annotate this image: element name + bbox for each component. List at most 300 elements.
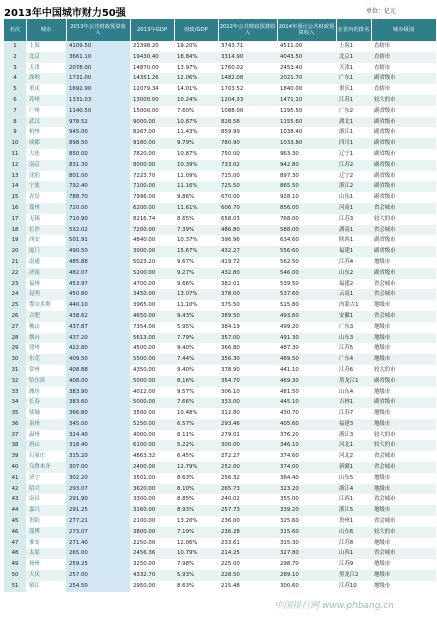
cell-revenue-2014: 1471.10 <box>277 95 336 106</box>
cell-ratio: 19.20% <box>174 41 218 52</box>
table-row <box>4 376 436 387</box>
table-row <box>4 73 436 84</box>
cell-city: 盐城 <box>26 408 66 419</box>
cell-revenue-2014: 1038.40 <box>277 127 336 138</box>
header-revenue-2014: 2014年预计公共财政预算收入 <box>277 19 336 41</box>
cell-rank: 8 <box>4 117 26 128</box>
cell-city: 淮安 <box>26 538 66 549</box>
cell-city-level: 地级市 <box>371 354 436 365</box>
cell-ratio: 11.61% <box>174 203 218 214</box>
cell-revenue-2012: 419.72 <box>218 257 277 268</box>
cell-ratio: 9.66% <box>174 279 218 290</box>
cell-gdp-2013: 4332.70 <box>130 570 174 581</box>
table-row <box>4 268 436 279</box>
cell-city: 镇江 <box>26 581 66 592</box>
cell-revenue-2012: 606.70 <box>218 203 277 214</box>
cell-ratio: 15.67% <box>174 246 218 257</box>
cell-city: 上海 <box>26 41 66 52</box>
table-row <box>4 84 436 95</box>
cell-gdp-2013: 4840.00 <box>130 235 174 246</box>
cell-revenue-2013: 482.07 <box>66 268 130 279</box>
cell-revenue-2012: 1088.00 <box>218 106 277 117</box>
cell-gdp-2013: 7820.00 <box>130 149 174 160</box>
cell-province-rank: 广东2 <box>336 106 371 117</box>
cell-city: 南昌 <box>26 494 66 505</box>
cell-province-rank: 浙江1 <box>336 127 371 138</box>
cell-revenue-2012: 658.03 <box>218 214 277 225</box>
cell-city: 常州 <box>26 365 66 376</box>
cell-revenue-2014: 537.60 <box>277 289 336 300</box>
cell-rank: 21 <box>4 257 26 268</box>
cell-rank: 14 <box>4 181 26 192</box>
cell-city: 乌鲁木齐 <box>26 462 66 473</box>
cell-city-level: 副省级市 <box>371 235 436 246</box>
cell-province-rank: 江苏1 <box>336 95 371 106</box>
cell-city-level: 省会城市 <box>371 451 436 462</box>
cell-province-rank: 上海1 <box>336 41 371 52</box>
cell-revenue-2013: 710.90 <box>66 214 130 225</box>
cell-city: 深圳 <box>26 73 66 84</box>
cell-province-rank: 山东1 <box>336 192 371 203</box>
table-row <box>4 548 436 559</box>
cell-rank: 20 <box>4 246 26 257</box>
cell-city-level: 地级市 <box>371 484 436 495</box>
cell-revenue-2012: 750.00 <box>218 149 277 160</box>
cell-ratio: 9.40% <box>174 365 218 376</box>
cell-province-rank: 广东4 <box>336 354 371 365</box>
cell-ratio: 8.65% <box>174 214 218 225</box>
cell-ratio: 6.57% <box>174 419 218 430</box>
table-row <box>4 149 436 160</box>
cell-revenue-2013: 1692.90 <box>66 84 130 95</box>
cell-revenue-2014: 897.30 <box>277 171 336 182</box>
cell-revenue-2014: 430.70 <box>277 408 336 419</box>
cell-city: 南通 <box>26 257 66 268</box>
cell-city-level: 较大的市 <box>371 95 436 106</box>
cell-province-rank: 江西1 <box>336 494 371 505</box>
cell-city: 嘉兴 <box>26 505 66 516</box>
table-header <box>4 19 436 41</box>
cell-city-level: 地级市 <box>371 343 436 354</box>
cell-city-level: 副省级市 <box>371 149 436 160</box>
cell-ratio: 8.10% <box>174 484 218 495</box>
cell-ratio: 13.07% <box>174 289 218 300</box>
cell-revenue-2014: 441.10 <box>277 365 336 376</box>
cell-revenue-2014: 376.20 <box>277 430 336 441</box>
cell-city-level: 省会城市 <box>371 279 436 290</box>
cell-ratio: 12.06% <box>174 538 218 549</box>
header-revenue-2012: 2012年公共财政预算收入 <box>218 19 277 41</box>
cell-province-rank: 福建1 <box>336 246 371 257</box>
cell-city-level: 省会城市 <box>371 548 436 559</box>
cell-revenue-2013: 318.40 <box>66 440 130 451</box>
cell-revenue-2013: 490.50 <box>66 246 130 257</box>
header-ratio: 财政/GDP <box>174 19 218 41</box>
cell-city: 成都 <box>26 138 66 149</box>
cell-city: 绍兴 <box>26 484 66 495</box>
table-row <box>4 225 436 236</box>
cell-revenue-2013: 788.70 <box>66 192 130 203</box>
cell-gdp-2013: 14870.00 <box>130 63 174 74</box>
cell-ratio: 9.40% <box>174 343 218 354</box>
cell-rank: 37 <box>4 430 26 441</box>
cell-rank: 3 <box>4 63 26 74</box>
cell-rank: 33 <box>4 387 26 398</box>
cell-revenue-2012: 1760.02 <box>218 63 277 74</box>
cell-revenue-2012: 225.00 <box>218 559 277 570</box>
cell-rank: 19 <box>4 235 26 246</box>
cell-city: 太原 <box>26 548 66 559</box>
header-city-level: 城市级别 <box>371 19 436 41</box>
cell-province-rank: 贵州1 <box>336 516 371 527</box>
cell-rank: 11 <box>4 149 26 160</box>
cell-ratio: 7.60% <box>174 106 218 117</box>
cell-ratio: 7.98% <box>174 559 218 570</box>
cell-revenue-2012: 396.96 <box>218 235 277 246</box>
cell-province-rank: 北京1 <box>336 52 371 63</box>
cell-revenue-2014: 2021.70 <box>277 73 336 84</box>
cell-revenue-2013: 1140.50 <box>66 106 130 117</box>
table-row <box>4 138 436 149</box>
cell-province-rank: 云南1 <box>336 289 371 300</box>
cell-revenue-2012: 780.90 <box>218 138 277 149</box>
cell-revenue-2012: 357.00 <box>218 333 277 344</box>
table-row <box>4 473 436 484</box>
cell-gdp-2013: 3160.00 <box>130 505 174 516</box>
cell-ratio: 8.63% <box>174 473 218 484</box>
cell-city-level: 较大的市 <box>371 430 436 441</box>
cell-city-level: 副省级市 <box>371 73 436 84</box>
cell-city: 长春 <box>26 397 66 408</box>
cell-city: 温州 <box>26 430 66 441</box>
cell-revenue-2014: 963.30 <box>277 149 336 160</box>
table-row <box>4 333 436 344</box>
cell-revenue-2012: 715.00 <box>218 171 277 182</box>
cell-rank: 47 <box>4 538 26 549</box>
cell-city-level: 省会城市 <box>371 311 436 322</box>
cell-province-rank: 黑龙江2 <box>336 570 371 581</box>
cell-city: 昆明 <box>26 289 66 300</box>
cell-rank: 28 <box>4 333 26 344</box>
cell-rank: 44 <box>4 505 26 516</box>
cell-city: 无锡 <box>26 214 66 225</box>
cell-city: 济南 <box>26 268 66 279</box>
cell-city-level: 直辖市 <box>371 41 436 52</box>
cell-city-level: 地级市 <box>371 473 436 484</box>
cell-ratio: 8.93% <box>174 505 218 516</box>
cell-ratio: 7.66% <box>174 397 218 408</box>
table-row <box>4 559 436 570</box>
cell-gdp-2013: 8267.00 <box>130 127 174 138</box>
cell-revenue-2013: 366.80 <box>66 408 130 419</box>
cell-province-rank: 福建3 <box>336 419 371 430</box>
cell-revenue-2014: 556.60 <box>277 246 336 257</box>
cell-revenue-2014: 327.80 <box>277 548 336 559</box>
cell-gdp-2013: 2250.00 <box>130 538 174 549</box>
cell-revenue-2012: 828.58 <box>218 117 277 128</box>
table-row <box>4 505 436 516</box>
cell-province-rank: 安徽1 <box>336 311 371 322</box>
cell-rank: 42 <box>4 484 26 495</box>
watermark: 中国排行网 www.phbang.cn <box>274 601 394 611</box>
cell-rank: 49 <box>4 559 26 570</box>
cell-revenue-2012: 378.90 <box>218 365 277 376</box>
table-row <box>4 462 436 473</box>
cell-city-level: 地级市 <box>371 570 436 581</box>
cell-gdp-2013: 3500.00 <box>130 408 174 419</box>
cell-ratio: 10.87% <box>174 117 218 128</box>
cell-province-rank: 江苏2 <box>336 160 371 171</box>
cell-city-level: 地级市 <box>371 505 436 516</box>
cell-revenue-2013: 792.40 <box>66 181 130 192</box>
table-row <box>4 516 436 527</box>
cell-city: 武汉 <box>26 117 66 128</box>
unit-label: 单位：亿元 <box>365 8 396 15</box>
cell-revenue-2014: 300.60 <box>277 581 336 592</box>
cell-revenue-2014: 942.80 <box>277 160 336 171</box>
cell-city-level: 副省级市 <box>371 376 436 387</box>
cell-revenue-2013: 291.25 <box>66 505 130 516</box>
cell-city-level: 地级市 <box>371 581 436 592</box>
cell-city-level: 地级市 <box>371 419 436 430</box>
cell-revenue-2012: 306.10 <box>218 387 277 398</box>
cell-revenue-2014: 445.10 <box>277 397 336 408</box>
cell-gdp-2013: 5200.00 <box>130 268 174 279</box>
cell-city: 西安 <box>26 235 66 246</box>
cell-province-rank: 内蒙古1 <box>336 300 371 311</box>
cell-province-rank: 山东5 <box>336 473 371 484</box>
table-row <box>4 127 436 138</box>
cell-city: 大连 <box>26 149 66 160</box>
cell-revenue-2014: 499.20 <box>277 322 336 333</box>
cell-revenue-2014: 315.30 <box>277 538 336 549</box>
table-row <box>4 95 436 106</box>
cell-rank: 10 <box>4 138 26 149</box>
cell-revenue-2014: 562.50 <box>277 257 336 268</box>
cell-city-level: 省会城市 <box>371 203 436 214</box>
cell-rank: 4 <box>4 73 26 84</box>
cell-ratio: 8.16% <box>174 376 218 387</box>
table-row <box>4 354 436 365</box>
cell-ratio: 9.57% <box>174 387 218 398</box>
table-row <box>4 289 436 300</box>
cell-gdp-2013: 14351.26 <box>130 73 174 84</box>
cell-city-level: 地级市 <box>371 387 436 398</box>
table-row <box>4 440 436 451</box>
cell-revenue-2013: 345.00 <box>66 419 130 430</box>
cell-gdp-2013: 12079.34 <box>130 84 174 95</box>
cell-revenue-2014: 355.00 <box>277 494 336 505</box>
cell-city: 徐州 <box>26 343 66 354</box>
cell-province-rank: 江苏4 <box>336 257 371 268</box>
table-row <box>4 246 436 257</box>
cell-revenue-2012: 3314.90 <box>218 52 277 63</box>
cell-city-level: 省会城市 <box>371 225 436 236</box>
cell-revenue-2012: 384.19 <box>218 322 277 333</box>
table-row <box>4 451 436 462</box>
cell-city-level: 地级市 <box>371 559 436 570</box>
cell-rank: 41 <box>4 473 26 484</box>
cell-gdp-2013: 4650.00 <box>130 311 174 322</box>
table-row <box>4 538 436 549</box>
cell-gdp-2013: 3450.00 <box>130 289 174 300</box>
cell-gdp-2013: 5000.00 <box>130 397 174 408</box>
table-row <box>4 343 436 354</box>
cell-gdp-2013: 7354.00 <box>130 322 174 333</box>
cell-ratio: 10.39% <box>174 160 218 171</box>
cell-province-rank: 山东3 <box>336 333 371 344</box>
cell-province-rank: 黑龙江1 <box>336 376 371 387</box>
cell-revenue-2013: 978.52 <box>66 117 130 128</box>
cell-revenue-2012: 240.02 <box>218 494 277 505</box>
cell-rank: 6 <box>4 95 26 106</box>
cell-province-rank: 辽宁1 <box>336 149 371 160</box>
cell-gdp-2013: 5000.00 <box>130 376 174 387</box>
cell-rank: 40 <box>4 462 26 473</box>
table-row <box>4 419 436 430</box>
table-row <box>4 192 436 203</box>
cell-revenue-2013: 302.20 <box>66 473 130 484</box>
cell-revenue-2014: 364.40 <box>277 473 336 484</box>
table-row <box>4 117 436 128</box>
cell-gdp-2013: 8000.00 <box>130 160 174 171</box>
cell-city: 大庆 <box>26 570 66 581</box>
cell-gdp-2013: 7223.70 <box>130 171 174 182</box>
table-row <box>4 41 436 52</box>
cell-revenue-2014: 1033.80 <box>277 138 336 149</box>
cell-revenue-2013: 437.20 <box>66 333 130 344</box>
cell-revenue-2014: 865.50 <box>277 181 336 192</box>
cell-gdp-2013: 3501.00 <box>130 473 174 484</box>
header-gdp-2013: 2013年GDP <box>130 19 174 41</box>
cell-revenue-2012: 725.50 <box>218 181 277 192</box>
cell-revenue-2014: 1155.60 <box>277 117 336 128</box>
cell-city-level: 地级市 <box>371 322 436 333</box>
cell-revenue-2014: 325.60 <box>277 516 336 527</box>
cell-ratio: 10.79% <box>174 548 218 559</box>
cell-city-level: 较大的市 <box>371 527 436 538</box>
cell-city-level: 直辖市 <box>371 52 436 63</box>
cell-revenue-2012: 354.70 <box>218 376 277 387</box>
cell-revenue-2013: 898.50 <box>66 138 130 149</box>
cell-ratio: 12.79% <box>174 462 218 473</box>
cell-revenue-2012: 389.50 <box>218 311 277 322</box>
cell-revenue-2014: 469.30 <box>277 376 336 387</box>
cell-city-level: 省会城市 <box>371 462 436 473</box>
cell-city: 济宁 <box>26 473 66 484</box>
cell-revenue-2012: 236.00 <box>218 516 277 527</box>
cell-province-rank: 陕西1 <box>336 235 371 246</box>
cell-revenue-2013: 532.02 <box>66 225 130 236</box>
cell-city-level: 副省级市 <box>371 127 436 138</box>
cell-city-level: 较大的市 <box>371 214 436 225</box>
cell-revenue-2014: 928.10 <box>277 192 336 203</box>
cell-city-level: 地级市 <box>371 538 436 549</box>
cell-revenue-2012: 1482.08 <box>218 73 277 84</box>
cell-revenue-2013: 257.00 <box>66 570 130 581</box>
cell-revenue-2012: 228.50 <box>218 570 277 581</box>
cell-revenue-2013: 408.00 <box>66 376 130 387</box>
table-row <box>4 387 436 398</box>
cell-revenue-2014: 323.20 <box>277 484 336 495</box>
cell-province-rank: 新疆1 <box>336 462 371 473</box>
cell-ratio: 11.16% <box>174 181 218 192</box>
cell-gdp-2013: 2456.36 <box>130 548 174 559</box>
cell-city: 北京 <box>26 52 66 63</box>
cell-province-rank: 江苏10 <box>336 581 371 592</box>
cell-province-rank: 河北2 <box>336 451 371 462</box>
cell-province-rank: 广东3 <box>336 322 371 333</box>
cell-ratio: 9.27% <box>174 268 218 279</box>
cell-city: 潍坊 <box>26 387 66 398</box>
cell-city-level: 副省级市 <box>371 246 436 257</box>
cell-revenue-2012: 432.27 <box>218 246 277 257</box>
cell-city-level: 地级市 <box>371 408 436 419</box>
cell-ratio: 5.93% <box>174 570 218 581</box>
cell-revenue-2012: 215.48 <box>218 581 277 592</box>
cell-revenue-2013: 720.00 <box>66 203 130 214</box>
cell-city: 扬州 <box>26 559 66 570</box>
cell-province-rank: 江苏6 <box>336 365 371 376</box>
cell-revenue-2013: 254.50 <box>66 581 130 592</box>
table-row <box>4 203 436 214</box>
cell-ratio: 13.97% <box>174 63 218 74</box>
cell-revenue-2012: 252.00 <box>218 462 277 473</box>
cell-revenue-2014: 481.50 <box>277 387 336 398</box>
cell-revenue-2012: 3743.71 <box>218 41 277 52</box>
cell-revenue-2014: 1195.50 <box>277 106 336 117</box>
cell-rank: 5 <box>4 84 26 95</box>
cell-province-rank: 天津1 <box>336 63 371 74</box>
cell-gdp-2013: 21398.20 <box>130 41 174 52</box>
page-title: 2013年中国城市财力50强 <box>4 8 126 19</box>
cell-rank: 18 <box>4 225 26 236</box>
cell-province-rank: 山东2 <box>336 268 371 279</box>
cell-rank: 30 <box>4 354 26 365</box>
table-row <box>4 257 436 268</box>
cell-gdp-2013: 6200.00 <box>130 203 174 214</box>
cell-city: 长沙 <box>26 225 66 236</box>
cell-gdp-2013: 3000.00 <box>130 246 174 257</box>
cell-revenue-2012: 432.80 <box>218 268 277 279</box>
cell-province-rank: 江苏9 <box>336 559 371 570</box>
cell-province-rank: 浙江5 <box>336 505 371 516</box>
cell-gdp-2013: 3800.00 <box>130 527 174 538</box>
cell-revenue-2013: 291.90 <box>66 494 130 505</box>
cell-revenue-2013: 307.00 <box>66 462 130 473</box>
cell-rank: 23 <box>4 279 26 290</box>
cell-province-rank: 河南1 <box>336 203 371 214</box>
cell-province-rank: 江苏7 <box>336 408 371 419</box>
cell-revenue-2013: 422.80 <box>66 343 130 354</box>
cell-revenue-2013: 501.91 <box>66 235 130 246</box>
header-province-rank: 在省内的排名 <box>336 19 371 41</box>
cell-revenue-2014: 4043.50 <box>277 52 336 63</box>
cell-city: 鄂尔多斯 <box>26 300 66 311</box>
table-row <box>4 527 436 538</box>
cell-ratio: 9.86% <box>174 192 218 203</box>
cell-ratio: 13.20% <box>174 516 218 527</box>
cell-rank: 25 <box>4 300 26 311</box>
cell-revenue-2012: 375.50 <box>218 300 277 311</box>
cell-revenue-2014: 768.00 <box>277 214 336 225</box>
header-rank: 名次 <box>4 19 26 41</box>
cell-province-rank: 广东1 <box>336 73 371 84</box>
cell-gdp-2013: 9000.00 <box>130 117 174 128</box>
cell-province-rank: 浙江2 <box>336 181 371 192</box>
table-row <box>4 300 436 311</box>
cell-ratio: 8.11% <box>174 430 218 441</box>
